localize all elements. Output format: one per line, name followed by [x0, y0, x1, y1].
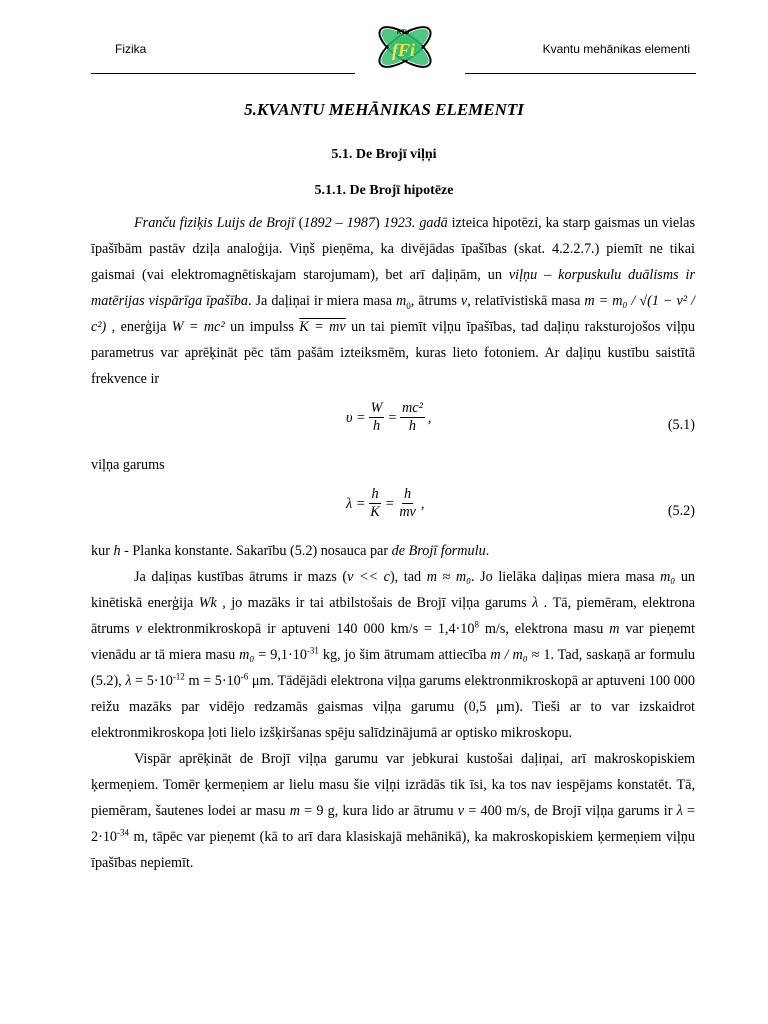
- chapter-title: 5.KVANTU MEHĀNIKAS ELEMENTI: [244, 100, 524, 119]
- svg-text:RTU: RTU: [397, 30, 410, 36]
- header-rule-left: [91, 73, 355, 74]
- equation-number: (5.1): [667, 417, 695, 433]
- paragraph-macroscopic: Vispār aprēķināt de Brojī viļņa garumu var jebkurai kustošai daļiņai, arī makroskopiskiem ķermeņiem. Tomēr ķermeņiem ar lielu masu šie viļņi izrādās tik īsi, ka tos nav iespējams konstatēt. Tā, piemēram, šautenes lodei ar masu m = 9 g, kura lido ar ātrumu v = 400 m/s, de Brojī viļņa garums ir $\lambda = 2\cdot 10^{-34}$ m, tāpēc var pieņemt (kā to arī dara klasiskajā mehānikā), ka makroskopiskiem ķermeņiem viļņu īpašības nepiemīt.: [91, 751, 695, 871]
- svg-text:fFi: fFi: [392, 40, 416, 60]
- paragraph-wavelength-label: viļņa garums: [91, 457, 165, 473]
- subsection-heading: 5.1.1. De Brojī hipotēze: [314, 183, 454, 198]
- paragraph-electron-example: Ja daļiņas kustības ātrums ir mazs (v << c), tad m ≈ m₀. Jo lielāka daļiņas miera masa m₀ un kinētiskā enerģija Wk , jo mazāks ir tai atbilstošais de Brojī viļņa garums λ . Tā, piemēram, elektrona ātrums v elektronmikroskopā ir aptuveni 140 000 $km/s = 1,4\cdot 10^8$ m/s, elektrona masu m var pieņemt vienādu ar tā miera masu $m_0 = 9,1\cdot 10^{-31}$ kg, jo šim ātrumam attiecība m / m₀ ≈ 1. Tad, saskaņā ar formulu (5.2), $\lambda = 5\cdot 10^{-12}$ $m = 5\cdot 10^{-6}$ μm. Tādējādi elektrona viļņa garums elektronmikroskopā ar aptuveni 100 000 reižu mazāks par vidējo redzamās gaismas viļņa garumu (0,5 μm). Tieši ar to var izskaidrot elektronmikroskopa ļoti lielo izšķiršanas spēju salīdzinājumā ar optisko mikroskopu.: [91, 569, 696, 741]
- header-rule-right: [465, 73, 696, 74]
- header-chapter: Kvantu mehānikas elementi: [542, 42, 690, 56]
- paragraph-planck: kur h - Planka konstante. Sakarību (5.2) nosauca par de Brojī formulu.: [91, 543, 490, 559]
- equation-5-2: λ = $\frac{h}{K}$ = $\frac{h}{mv}$ , (5.2): [91, 478, 695, 538]
- section-heading: 5.1. De Brojī viļņi: [331, 147, 437, 162]
- header-subject: Fizika: [115, 42, 147, 56]
- equation-number: (5.2): [667, 503, 695, 519]
- equation-5-1: υ = $\frac{W}{h}$ = $\frac{\text{mc²}}{h}$ , (5.1): [91, 392, 695, 452]
- paragraph-hypothesis: Franču fiziķis Luijs de Brojī (1892 – 1987) 1923. gadā izteica hipotēzi, ka starp gaismas un vielas īpašībām pastāv dziļa analoģija. Viņš pieņēma, ka divējādas īpašības (skat. 4.2.2.7.) piemīt ne tikai gaismai (vai elektromagnētiskajam starojumam), bet arī daļiņām, un viļņu – korpuskulu duālisms ir matērijas vispārīga īpašība. Ja daļiņai ir miera masa $m_0$, ātrums v, relatīvistiskā masa m = m₀ / √(1 − v² / c²) , enerģija W = mc² un impulss K = mv un tai piemīt viļņu īpašības, tad daļiņu raksturojošos viļņu parametrus var aprēķināt pēc tām pašām izteiksmēm, kuras lieto fotoniem. Ar daļiņu kustību saistītā frekvence ir: [91, 215, 695, 387]
- document-body: [91, 210, 695, 876]
- rtu-logo-icon: [372, 16, 438, 78]
